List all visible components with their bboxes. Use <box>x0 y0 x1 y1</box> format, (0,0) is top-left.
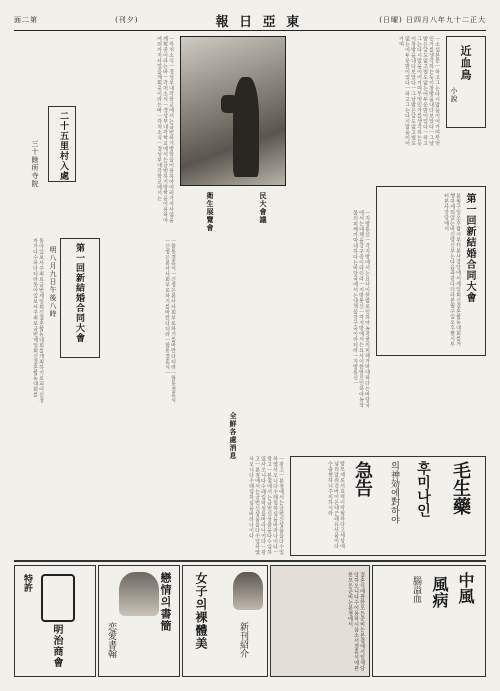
page-number: 面二第 <box>14 16 38 24</box>
stroke-title: 中風 <box>456 572 475 604</box>
portrait-girl-icon <box>233 572 263 610</box>
serial-title: 近血鳥 <box>459 45 472 81</box>
ad-section-divider <box>14 560 486 562</box>
notice-ad-body: 결혼식에관한모든준비는본점에서일체담당하오니다수이용하시옵소서결혼식에관한모든준비는본점에서 <box>347 572 365 671</box>
body-text-center: ㅡ지방통신ㅡ각지방에서는요사이한발로인하야농작물의피해가막대하다는바당국에서는대책을강구중이라더라ㅡ지방통신ㅡ각지방에서는요사이한발로인하야농작물의피해가막대하다는바당국에서는대책을강구중이라더라ㅡ지방통신ㅡ <box>352 210 370 408</box>
book-1-sub: 恋愛書翰 <box>106 622 116 658</box>
merchant-ad <box>14 565 96 677</box>
serial-novel-box <box>446 36 486 128</box>
medicine-ad-body: 발모제로서효력이탁월하다고세상에널리알려진바이온대근래유사품이다수출현하니주의하시라 <box>327 461 345 549</box>
article-left-headline: 二十五里村入處 <box>58 111 68 181</box>
notice-small: 民大會議 <box>259 192 268 224</box>
edition-label: (刊夕) <box>115 16 139 24</box>
body-text-center-left: ㅡ합동결혼식ㅡ신청은본사사회부로하기를바란다더라ㅡ합동결혼식ㅡ신청은본사사회부로하기를바란다더라ㅡ합동결혼식ㅡ <box>164 238 176 403</box>
issue-date: (日曜) 日四月八年九十二正大 <box>379 16 486 24</box>
tool-icon <box>41 574 75 622</box>
medicine-ad <box>290 456 486 556</box>
wedding-headline: 第一回新結婚合同大會 <box>74 243 84 343</box>
person-figure <box>233 77 259 177</box>
serial-label: 小說 <box>450 87 458 103</box>
medicine-name: 毛生藥 <box>450 461 471 515</box>
newspaper-title: 報 日 亞 東 <box>215 14 303 30</box>
merchant-label: 特許 <box>22 574 32 592</box>
stroke-sub: 風病 <box>430 576 449 608</box>
photo-caption: 衛生展覽會 <box>206 192 215 232</box>
book-ad-1 <box>98 565 180 677</box>
right-article-body: 본월구일오후팔시부터본사강당에서제일회신결혼합동대회를거행하게되었는바신랑신부는다음과같다더라본월구일오후팔시부터본사강당에서 <box>443 193 461 347</box>
camera-figure <box>221 95 237 113</box>
body-text-left-mid: 동아일보사주최로금번제일회신결혼합동대회를개최하기로되어신청자가다수하다더라동아일보사주최로금번제일회신결혼합동대회를 <box>32 238 44 403</box>
body-text-lower: ㅡ광고ㅡ본점에서는금번신상품을다수입하였사오니다수래림하심을바라나이다ㅡ광고ㅡ본점에서는금번신상품을다수입하였사오니다수래림하심을바라나이다ㅡ광고ㅡ본점에서는금번신상품을다수입하였사오니다수래림하심을바라나이다 <box>248 456 284 555</box>
article-headline-box <box>48 106 76 182</box>
stroke-note: 腦溢血 <box>411 576 421 603</box>
body-text-left-top: ㅡ각처소식ㅡ경성부내각학교에서는금번하기방학을이용하야여러가지사업을계획중이라는바ㅡ각처소식ㅡ경성부내각학교에서는금번하기방학을이용하야여러가지사업을계획중이라는바ㅡ각처소식ㅡ경성부내각학교에서는 <box>156 36 174 223</box>
right-article-headline: 第一回新結婚合同大會 <box>464 193 475 303</box>
medicine-line1: 후미나인 <box>415 461 431 517</box>
article-left-sub: 三十餘所寺院 <box>31 140 39 188</box>
merchant-name: 明治商會 <box>51 624 62 668</box>
book-2-sub: 新刊紹介 <box>238 622 248 658</box>
medicine-line2: 의神効에對하야 <box>389 461 399 524</box>
book-ad-2 <box>182 565 268 677</box>
masthead <box>14 10 486 31</box>
medicine-line3: 急告 <box>352 461 373 497</box>
stroke-ad <box>372 565 486 677</box>
notice-mid: 全鮮各處消息 <box>229 412 238 460</box>
notice-ad <box>270 565 370 677</box>
body-text-block: ㅡ소설본문ㅡ하고그는다시말을이어가며무엇인가를생각하는듯이창밖을내다보았다ㅡ그날밤은달도없고별도없는어두운밤이었다ㅡ하고그는다시말을이어가며무엇인가를생각하는듯이창밖을내다보았다ㅡ그날밤은달도없고별도없는어두운밤이었다ㅡ하고그는다시말을이어가며 <box>398 36 440 146</box>
wedding-headline-box <box>60 238 100 358</box>
book-2-title: 女子의裸體美 <box>194 572 208 650</box>
wedding-sub: 明八月九日午後八時 <box>49 246 57 318</box>
right-article-box <box>376 186 486 356</box>
book-1-title: 戀情의書簡 <box>159 572 172 632</box>
portrait-woman-icon <box>119 572 159 616</box>
news-photo <box>180 36 286 186</box>
